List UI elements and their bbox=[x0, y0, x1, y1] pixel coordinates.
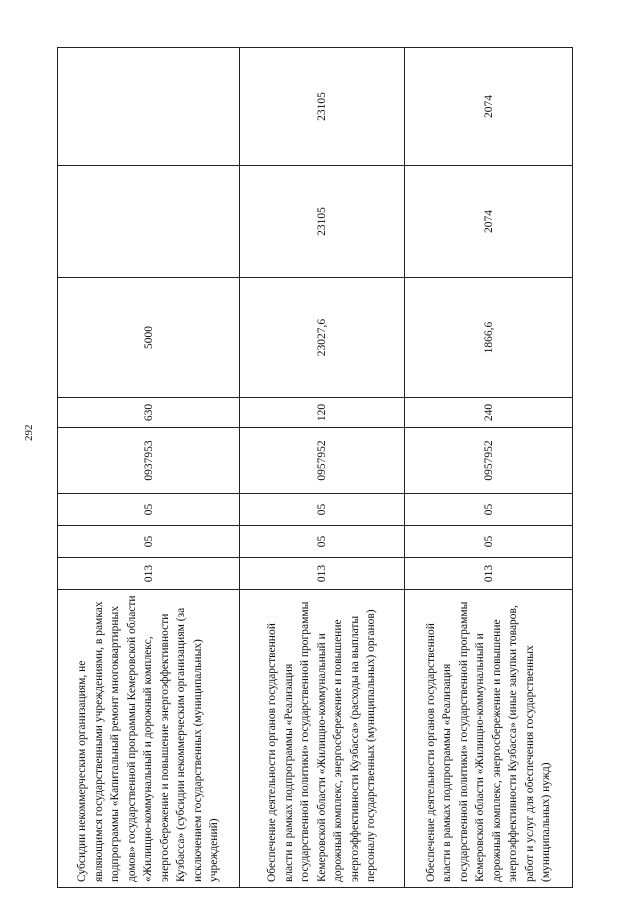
budget-table bbox=[57, 47, 573, 888]
row-description: Субсидии некоммерческим организациям, не являющимся государственными учреждениями, в рамках подпрограммы «Капитальный ремонт многоквартирных домов» государственной программы Кемеровской области «Жилищно-коммунальный и дорожный комплекс, энергосбережение и повышение энергоэффективности Кузбасса» (субсидии некоммерческим организациям (за исключением государственных (муниципальных) учреждений) bbox=[58, 590, 240, 888]
amount-1: 23027,6 bbox=[240, 278, 405, 398]
section-code: 05 bbox=[240, 526, 405, 558]
ministry-code: 013 bbox=[405, 558, 573, 590]
subsection-code: 05 bbox=[58, 494, 240, 526]
section-code: 05 bbox=[405, 526, 573, 558]
amount-2 bbox=[58, 166, 240, 278]
expense-type-code: 630 bbox=[58, 398, 240, 428]
table-row bbox=[240, 48, 405, 888]
subsection-code: 05 bbox=[240, 494, 405, 526]
table-row bbox=[405, 48, 573, 888]
target-article-code: 0957952 bbox=[240, 428, 405, 494]
section-code: 05 bbox=[58, 526, 240, 558]
ministry-code: 013 bbox=[240, 558, 405, 590]
amount-2: 2074 bbox=[405, 166, 573, 278]
expense-type-code: 240 bbox=[405, 398, 573, 428]
amount-3 bbox=[58, 48, 240, 166]
target-article-code: 0957952 bbox=[405, 428, 573, 494]
amount-3: 23105 bbox=[240, 48, 405, 166]
row-description: Обеспечение деятельности органов государственной власти в рамках подпрограммы «Реализация государственной политики» государственной программы Кемеровской области «Жилищно-коммунальный и дорожный комплекс, энергосбережение и повышение энергоэффективности Кузбасса» (иные закупки товаров, работ и услуг для обеспечения государственных (муниципальных) нужд) bbox=[405, 590, 573, 888]
expense-type-code: 120 bbox=[240, 398, 405, 428]
amount-3: 2074 bbox=[405, 48, 573, 166]
rotated-table-container bbox=[57, 48, 572, 888]
amount-1: 1866,6 bbox=[405, 278, 573, 398]
amount-1: 5000 bbox=[58, 278, 240, 398]
table-row bbox=[58, 48, 240, 888]
row-description: Обеспечение деятельности органов государственной власти в рамках подпрограммы «Реализация государственной политики» государственной программы Кемеровской области «Жилищно-коммунальный и дорожный комплекс, энергосбережение и повышение энергоэффективности Кузбасса» (расходы на выплаты персоналу государственных (муниципальных) органов) bbox=[240, 590, 405, 888]
target-article-code: 0937953 bbox=[58, 428, 240, 494]
subsection-code: 05 bbox=[405, 494, 573, 526]
amount-2: 23105 bbox=[240, 166, 405, 278]
ministry-code: 013 bbox=[58, 558, 240, 590]
page-number: 292 bbox=[23, 424, 35, 441]
